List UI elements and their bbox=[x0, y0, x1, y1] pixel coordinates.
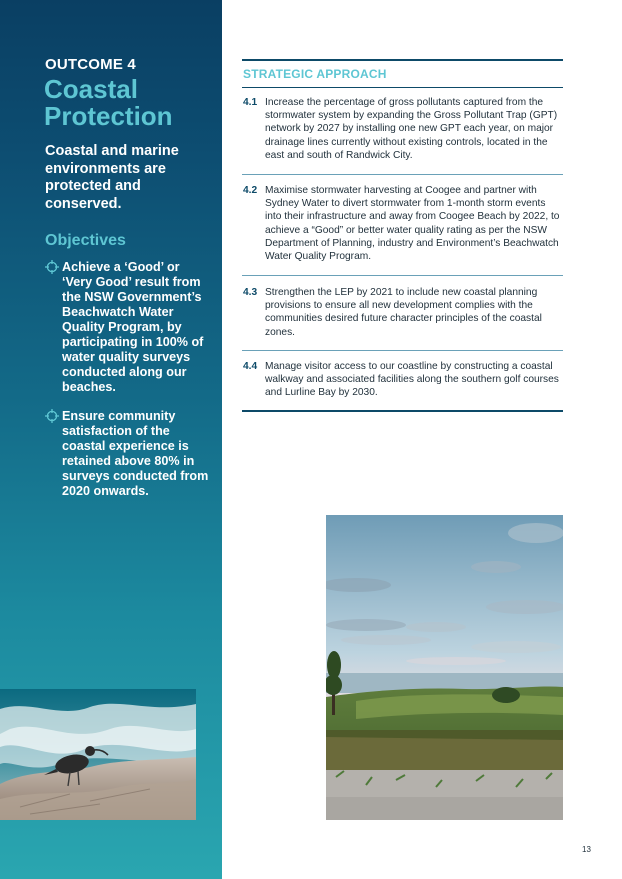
strategy-item-text: Maximise stormwater harvesting at Coogee and partner with Sydney Water to divert stormwater from 1-month storm events into their infrastructure and away from Coogee Beach by 2022, to achieve a “Good” or better water quality rating as per the NSW Department of Planning, industry and Environment’s Beachwatch Water Quality Program. bbox=[265, 185, 560, 263]
strategy-bottom-rule bbox=[242, 410, 563, 412]
section-title-line1: Coastal bbox=[44, 74, 138, 104]
strategy-item-number: 4.3 bbox=[243, 287, 258, 298]
item-divider bbox=[242, 350, 563, 351]
bird-on-rocks-photo bbox=[0, 689, 196, 820]
outcome-subtitle: Coastal and marine environments are protected and conserved. bbox=[45, 143, 179, 212]
objectives-heading: Objectives bbox=[45, 232, 126, 249]
objective-text: Achieve a ‘Good’ or ‘Very Good’ result from the NSW Government’s Beachwatch Water Quality Program, by participating in 100% of water quality surveys conducted along our beaches. bbox=[62, 260, 204, 394]
strategy-item bbox=[243, 286, 563, 339]
strategy-top-rule bbox=[242, 59, 563, 61]
crosshair-target-icon bbox=[45, 409, 59, 423]
section-title bbox=[44, 76, 173, 130]
strategy-item-text: Increase the percentage of gross pollutants captured from the stormwater system by expanding the Gross Pollutant Trap (GPT) network by 2027 by installing one new GPT each year, on major drainage lines currently without existing controls, located in the east and south of Randwick City. bbox=[265, 97, 558, 161]
strategy-item bbox=[243, 184, 563, 263]
coast-photo-illustration bbox=[326, 515, 563, 820]
strategy-item-number: 4.1 bbox=[243, 97, 258, 108]
crosshair-target-icon bbox=[45, 260, 59, 274]
strategy-item-text: Manage visitor access to our coastline by constructing a coastal walkway and associated facilities along the southern golf courses and Lurline Bay by 2030. bbox=[265, 361, 559, 399]
strategy-item-number: 4.2 bbox=[243, 185, 258, 196]
outcome-sidebar bbox=[0, 0, 222, 879]
objective-item bbox=[45, 409, 210, 499]
item-divider bbox=[242, 275, 563, 276]
strategy-item-number: 4.4 bbox=[243, 361, 258, 372]
objective-text: Ensure community satisfaction of the coastal experience is retained above 80% in surveys conducted from 2020 onwards. bbox=[62, 409, 209, 498]
strategy-item bbox=[243, 96, 563, 162]
strategy-item-text: Strengthen the LEP by 2021 to include new coastal planning provisions to ensure all new development complies with the communities desired future character principles of the coastal zones. bbox=[265, 287, 542, 338]
strategy-item bbox=[243, 360, 563, 400]
bird-photo-illustration bbox=[0, 689, 196, 820]
section-title-line2: Protection bbox=[44, 101, 173, 131]
coastal-golf-course-photo bbox=[326, 515, 563, 820]
outcome-label: OUTCOME 4 bbox=[45, 56, 136, 73]
strategy-heading-rule bbox=[242, 87, 563, 88]
item-divider bbox=[242, 174, 563, 175]
objective-item bbox=[45, 260, 210, 395]
strategic-approach-heading: STRATEGIC APPROACH bbox=[243, 67, 387, 81]
page-number: 13 bbox=[582, 845, 591, 854]
